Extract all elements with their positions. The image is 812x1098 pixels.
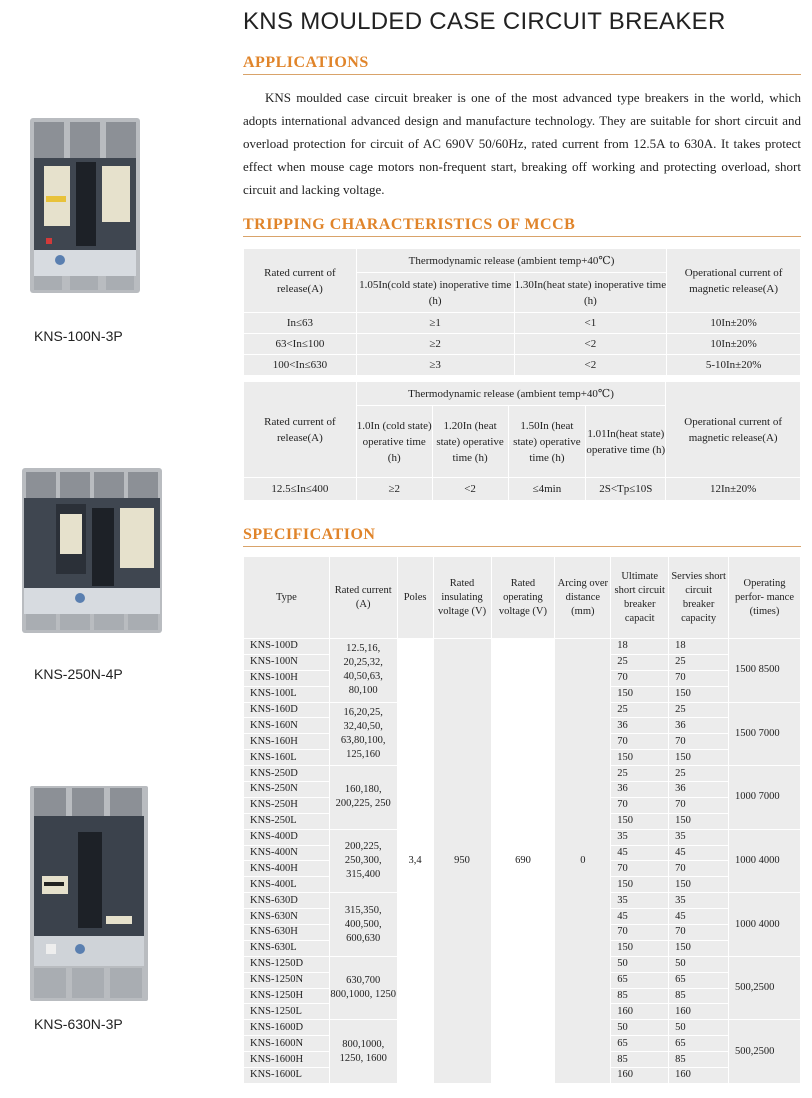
rated-current-header: Rated current (A) <box>329 557 397 639</box>
cell: 5-10In±20% <box>667 355 801 376</box>
type-cell: KNS-250H <box>244 797 330 813</box>
servies-cell: 65 <box>669 1036 729 1052</box>
servies-cell: 160 <box>669 1004 729 1020</box>
servies-cell: 70 <box>669 670 729 686</box>
type-header: Type <box>244 557 330 639</box>
servies-cell: 65 <box>669 972 729 988</box>
col-header: 1.20In (heat state) operative time (h) <box>432 406 508 478</box>
ultimate-cell: 25 <box>611 766 669 782</box>
type-cell: KNS-1250D <box>244 956 330 972</box>
page-title: KNS MOULDED CASE CIRCUIT BREAKER <box>243 8 726 35</box>
product-label: KNS-630N-3P <box>34 1016 123 1032</box>
servies-cell: 70 <box>669 797 729 813</box>
servies-cell: 50 <box>669 1020 729 1036</box>
table-row <box>244 313 801 334</box>
poles-cell: 3,4 <box>397 639 433 1084</box>
servies-cell: 35 <box>669 829 729 845</box>
rated-current-cell: 200,225, 250,300, 315,400 <box>329 829 397 893</box>
servies-cell: 150 <box>669 750 729 766</box>
breaker-100n-image <box>20 118 150 298</box>
ultimate-cell: 160 <box>611 1068 669 1084</box>
type-cell: KNS-160N <box>244 718 330 734</box>
servies-cell: 45 <box>669 845 729 861</box>
performance-cell: 1000 7000 <box>729 766 801 830</box>
ultimate-cell: 65 <box>611 1036 669 1052</box>
cell: ≥2 <box>356 478 432 501</box>
thermo-header: Thermodynamic release (ambient temp+40℃) <box>356 249 666 273</box>
ultimate-cell: 150 <box>611 813 669 829</box>
rated-current-header: Rated current of release(A) <box>244 249 357 313</box>
applications-heading: APPLICATIONS <box>243 54 801 75</box>
cell: ≥1 <box>356 313 514 334</box>
cell: 12In±20% <box>666 478 801 501</box>
ultimate-cell: 35 <box>611 829 669 845</box>
tripping-table-2 <box>243 381 801 501</box>
thermo-header: Thermodynamic release (ambient temp+40℃) <box>356 382 665 406</box>
ultimate-cell: 18 <box>611 639 669 655</box>
ultimate-cell: 45 <box>611 909 669 925</box>
ultimate-cell: 85 <box>611 988 669 1004</box>
col-header: 1.01In(heat state) operative time (h) <box>586 406 666 478</box>
rated-current-cell: 16,20,25, 32,40,50, 63,80,100, 125,160 <box>329 702 397 766</box>
ultimate-cell: 70 <box>611 797 669 813</box>
rated-current-header: Rated current of release(A) <box>244 382 357 478</box>
magnetic-header: Operational current of magnetic release(A) <box>666 382 801 478</box>
type-cell: KNS-400H <box>244 861 330 877</box>
servies-cell: 85 <box>669 1052 729 1068</box>
performance-cell: 1000 4000 <box>729 893 801 957</box>
type-cell: KNS-1600N <box>244 1036 330 1052</box>
cell: 63<In≤100 <box>244 334 357 355</box>
servies-cell: 70 <box>669 861 729 877</box>
ultimate-header: Ultimate short circuit breaker capacit <box>611 557 669 639</box>
cell: <1 <box>514 313 667 334</box>
servies-cell: 150 <box>669 877 729 893</box>
rated-current-cell: 800,1000, 1250, 1600 <box>329 1020 397 1084</box>
specification-heading: SPECIFICATION <box>243 526 801 547</box>
type-cell: KNS-160L <box>244 750 330 766</box>
insulating-cell: 950 <box>433 639 491 1084</box>
product-label: KNS-100N-3P <box>34 328 123 344</box>
servies-cell: 150 <box>669 686 729 702</box>
type-cell: KNS-1250N <box>244 972 330 988</box>
product-kns-630n-3p <box>20 786 160 1036</box>
type-cell: KNS-630N <box>244 909 330 925</box>
rated-current-cell: 315,350, 400,500, 600,630 <box>329 893 397 957</box>
servies-cell: 160 <box>669 1068 729 1084</box>
cell: ≤4min <box>508 478 586 501</box>
cell: 2S<Tp≤10S <box>586 478 666 501</box>
product-kns-100n-3p <box>20 118 160 378</box>
rated-current-cell: 630,700 800,1000, 1250 <box>329 956 397 1020</box>
type-cell: KNS-100H <box>244 670 330 686</box>
ultimate-cell: 36 <box>611 782 669 798</box>
ultimate-cell: 85 <box>611 1052 669 1068</box>
table-row <box>244 355 801 376</box>
servies-cell: 35 <box>669 893 729 909</box>
type-cell: KNS-160H <box>244 734 330 750</box>
type-cell: KNS-100N <box>244 654 330 670</box>
table-row <box>244 478 801 501</box>
type-cell: KNS-1600L <box>244 1068 330 1084</box>
type-cell: KNS-400N <box>244 845 330 861</box>
type-cell: KNS-630H <box>244 925 330 941</box>
type-cell: KNS-630L <box>244 940 330 956</box>
performance-header: Operating perfor- mance (times) <box>729 557 801 639</box>
ultimate-cell: 150 <box>611 686 669 702</box>
servies-header: Servies short circuit breaker capacity <box>669 557 729 639</box>
servies-cell: 150 <box>669 940 729 956</box>
servies-cell: 18 <box>669 639 729 655</box>
tripping-table-1 <box>243 248 801 376</box>
applications-text: KNS moulded case circuit breaker is one of the most advanced type breakers in the world, which adopts international advanced design and manufacture technology. They are suitable for short circuit and overload protection for circuit of AC 690V 50/60Hz, rated current from 12.5A to 630A. It takes protect effect when mouse cage motors non-frequent start, breaking off working and protecting overload, short circuit and lacking voltage. <box>243 90 801 197</box>
type-cell: KNS-1600D <box>244 1020 330 1036</box>
table-row <box>244 334 801 355</box>
cell: 100<In≤630 <box>244 355 357 376</box>
cell: <2 <box>514 355 667 376</box>
operating-header: Rated operating voltage (V) <box>491 557 555 639</box>
ultimate-cell: 25 <box>611 702 669 718</box>
type-cell: KNS-250L <box>244 813 330 829</box>
tripping-heading: TRIPPING CHARACTERISTICS OF MCCB <box>243 216 801 237</box>
ultimate-cell: 25 <box>611 654 669 670</box>
servies-cell: 25 <box>669 654 729 670</box>
ultimate-cell: 45 <box>611 845 669 861</box>
cell: 10In±20% <box>667 334 801 355</box>
type-cell: KNS-250N <box>244 782 330 798</box>
cell: 12.5≤In≤400 <box>244 478 357 501</box>
servies-cell: 150 <box>669 813 729 829</box>
ultimate-cell: 50 <box>611 956 669 972</box>
operating-cell: 690 <box>491 639 555 1084</box>
type-cell: KNS-1250L <box>244 1004 330 1020</box>
servies-cell: 25 <box>669 766 729 782</box>
performance-cell: 1500 8500 <box>729 639 801 703</box>
ultimate-cell: 65 <box>611 972 669 988</box>
ultimate-cell: 50 <box>611 1020 669 1036</box>
product-column <box>0 0 240 1098</box>
arcing-header: Arcing over distance (mm) <box>555 557 611 639</box>
breaker-630n-image <box>20 786 155 1006</box>
cell: 10In±20% <box>667 313 801 334</box>
performance-cell: 1000 4000 <box>729 829 801 893</box>
servies-cell: 70 <box>669 925 729 941</box>
type-cell: KNS-100L <box>244 686 330 702</box>
type-cell: KNS-160D <box>244 702 330 718</box>
servies-cell: 36 <box>669 782 729 798</box>
ultimate-cell: 70 <box>611 861 669 877</box>
servies-cell: 85 <box>669 988 729 1004</box>
ultimate-cell: 160 <box>611 1004 669 1020</box>
performance-cell: 1500 7000 <box>729 702 801 766</box>
breaker-250n-image <box>20 468 165 638</box>
ultimate-cell: 150 <box>611 750 669 766</box>
table-row <box>244 639 801 655</box>
col-header: 1.0In (cold state) operative time (h) <box>356 406 432 478</box>
servies-cell: 36 <box>669 718 729 734</box>
product-label: KNS-250N-4P <box>34 666 123 682</box>
arcing-cell: 0 <box>555 639 611 1084</box>
performance-cell: 500,2500 <box>729 956 801 1020</box>
product-kns-250n-4p <box>20 468 160 688</box>
type-cell: KNS-1600H <box>244 1052 330 1068</box>
cell: In≤63 <box>244 313 357 334</box>
type-cell: KNS-400D <box>244 829 330 845</box>
ultimate-cell: 150 <box>611 940 669 956</box>
servies-cell: 50 <box>669 956 729 972</box>
type-cell: KNS-630D <box>244 893 330 909</box>
cell: <2 <box>432 478 508 501</box>
servies-cell: 45 <box>669 909 729 925</box>
specification-table <box>243 556 801 1084</box>
ultimate-cell: 70 <box>611 670 669 686</box>
type-cell: KNS-400L <box>244 877 330 893</box>
type-cell: KNS-100D <box>244 639 330 655</box>
ultimate-cell: 150 <box>611 877 669 893</box>
magnetic-header: Operational current of magnetic release(A) <box>667 249 801 313</box>
type-cell: KNS-1250H <box>244 988 330 1004</box>
heat-state-header: 1.30In(heat state) inoperative time (h) <box>514 273 667 313</box>
cold-state-header: 1.05In(cold state) inoperative time (h) <box>356 273 514 313</box>
servies-cell: 25 <box>669 702 729 718</box>
ultimate-cell: 70 <box>611 925 669 941</box>
col-header: 1.50In (heat state) operative time (h) <box>508 406 586 478</box>
cell: ≥3 <box>356 355 514 376</box>
rated-current-cell: 12.5,16, 20,25,32, 40,50,63, 80,100 <box>329 639 397 703</box>
rated-current-cell: 160,180, 200,225, 250 <box>329 766 397 830</box>
cell: <2 <box>514 334 667 355</box>
cell: ≥2 <box>356 334 514 355</box>
ultimate-cell: 36 <box>611 718 669 734</box>
poles-header: Poles <box>397 557 433 639</box>
servies-cell: 70 <box>669 734 729 750</box>
insulating-header: Rated insulating voltage (V) <box>433 557 491 639</box>
ultimate-cell: 35 <box>611 893 669 909</box>
type-cell: KNS-250D <box>244 766 330 782</box>
performance-cell: 500,2500 <box>729 1020 801 1084</box>
ultimate-cell: 70 <box>611 734 669 750</box>
